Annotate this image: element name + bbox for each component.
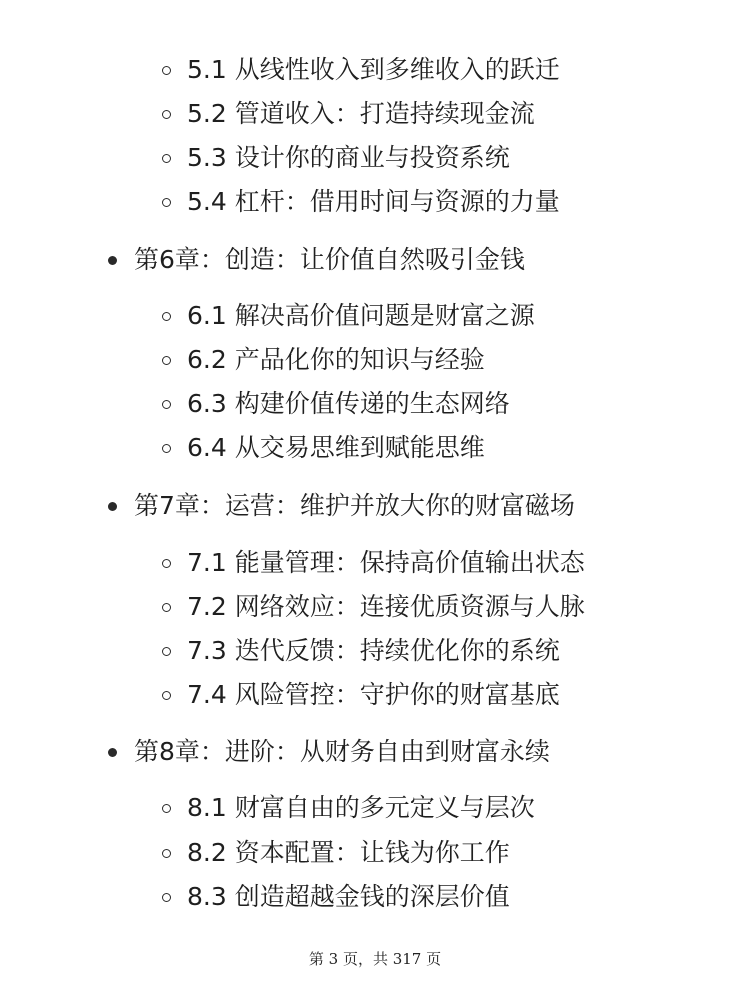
toc-item-label: 6.3 构建价值传递的生态网络: [187, 389, 510, 418]
hollow-circle-bullet-icon: [162, 154, 171, 163]
hollow-circle-bullet-icon: [162, 647, 171, 656]
hollow-circle-bullet-icon: [162, 66, 171, 75]
hollow-circle-bullet-icon: [162, 691, 171, 700]
toc-item-5-4[interactable]: [162, 184, 560, 220]
toc-item-label: 7.3 迭代反馈：持续优化你的系统: [187, 636, 560, 665]
toc-item-label: 7.4 风险管控：守护你的财富基底: [187, 680, 560, 709]
toc-item-6-1[interactable]: [162, 298, 535, 334]
toc-item-label: 5.4 杠杆：借用时间与资源的力量: [187, 187, 560, 216]
toc-item-label: 7.1 能量管理：保持高价值输出状态: [187, 548, 585, 577]
toc-item-8-1[interactable]: [162, 790, 535, 826]
toc-item-5-2[interactable]: [162, 96, 535, 132]
hollow-circle-bullet-icon: [162, 198, 171, 207]
toc-item-label: 6.1 解决高价值问题是财富之源: [187, 301, 535, 330]
toc-item-5-1[interactable]: [162, 52, 560, 88]
hollow-circle-bullet-icon: [162, 312, 171, 321]
toc-chapter-title: 第7章：运营：维护并放大你的财富磁场: [134, 491, 575, 520]
toc-item-6-2[interactable]: [162, 342, 485, 378]
filled-circle-bullet-icon: [108, 502, 117, 511]
toc-item-label: 8.2 资本配置：让钱为你工作: [187, 838, 510, 867]
toc-chapter-title: 第6章：创造：让价值自然吸引金钱: [134, 245, 525, 274]
filled-circle-bullet-icon: [108, 256, 117, 265]
hollow-circle-bullet-icon: [162, 356, 171, 365]
toc-chapter-7[interactable]: [108, 487, 575, 525]
hollow-circle-bullet-icon: [162, 400, 171, 409]
toc-chapter-title: 第8章：进阶：从财务自由到财富永续: [134, 737, 550, 766]
toc-item-8-3[interactable]: [162, 879, 510, 915]
toc-item-6-4[interactable]: [162, 430, 485, 466]
toc-item-label: 5.3 设计你的商业与投资系统: [187, 143, 510, 172]
hollow-circle-bullet-icon: [162, 110, 171, 119]
hollow-circle-bullet-icon: [162, 804, 171, 813]
toc-item-label: 6.4 从交易思维到赋能思维: [187, 433, 485, 462]
toc-chapter-6[interactable]: [108, 241, 525, 279]
toc-item-label: 5.2 管道收入：打造持续现金流: [187, 99, 535, 128]
toc-item-label: 8.1 财富自由的多元定义与层次: [187, 793, 535, 822]
filled-circle-bullet-icon: [108, 748, 117, 757]
toc-item-7-1[interactable]: [162, 545, 585, 581]
toc-item-label: 7.2 网络效应：连接优质资源与人脉: [187, 592, 585, 621]
toc-chapter-8[interactable]: [108, 733, 550, 771]
toc-item-5-3[interactable]: [162, 140, 510, 176]
toc-item-label: 6.2 产品化你的知识与经验: [187, 345, 485, 374]
toc-item-label: 5.1 从线性收入到多维收入的跃迁: [187, 55, 560, 84]
hollow-circle-bullet-icon: [162, 444, 171, 453]
hollow-circle-bullet-icon: [162, 849, 171, 858]
toc-item-7-4[interactable]: [162, 677, 560, 713]
toc-item-7-3[interactable]: [162, 633, 560, 669]
hollow-circle-bullet-icon: [162, 603, 171, 612]
toc-item-8-2[interactable]: [162, 835, 510, 871]
toc-item-label: 8.3 创造超越金钱的深层价值: [187, 882, 510, 911]
hollow-circle-bullet-icon: [162, 893, 171, 902]
toc-item-6-3[interactable]: [162, 386, 510, 422]
page-number-footer: 第 3 页，共 317 页: [308, 950, 442, 968]
hollow-circle-bullet-icon: [162, 559, 171, 568]
toc-item-7-2[interactable]: [162, 589, 585, 625]
